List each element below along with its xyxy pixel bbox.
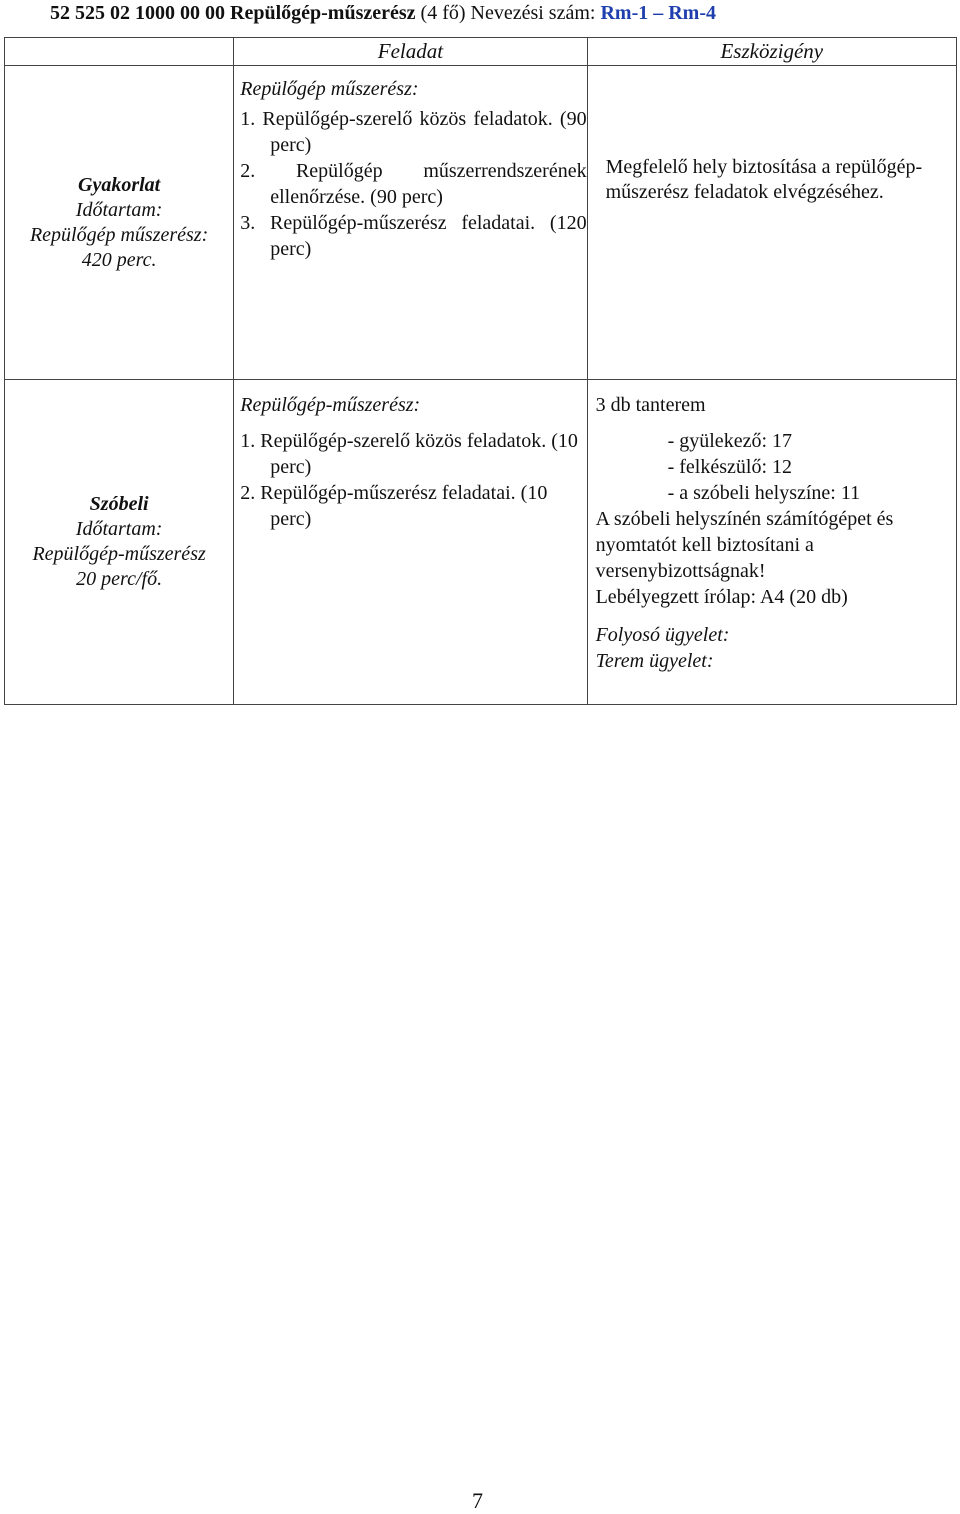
role-label: Repülőgép műszerész: [29, 223, 209, 246]
paper-note: Lebélyegzett írólap: A4 (20 db) [595, 586, 848, 608]
equipment-cell [587, 380, 956, 705]
list-item: 2. Repülőgép műszerrendszerének ellenőrzése. (90 perc) [240, 160, 587, 208]
list-item: 1. Repülőgép-szerelő közös feladatok. (90 perc) [240, 108, 587, 156]
task-title: Repülőgép-műszerész: [240, 394, 421, 416]
qualification-code: 52 525 02 1000 00 00 [50, 2, 225, 24]
task-cell [234, 66, 587, 380]
room-helyszin [596, 480, 948, 506]
room-number: 12 [772, 456, 792, 478]
exam-type-cell [5, 380, 234, 705]
list-item: 1. Repülőgép-szerelő közös feladatok. (10 perc) [240, 430, 578, 478]
rooms: 3 db tanterem [595, 394, 706, 416]
room-label: - felkészülő: [667, 456, 767, 478]
empty-header-cell [5, 38, 234, 66]
equipment-text: Megfelelő hely biztosítása a repülőgép-műszerész feladatok elvégzéséhez. [605, 155, 923, 203]
entry-number-values: Rm-1 – Rm-4 [600, 2, 716, 24]
task-column-header: Feladat [234, 38, 587, 66]
room-number: 11 [840, 482, 861, 504]
duration-label: Időtartam: [75, 198, 163, 221]
participant-count: (4 fő) [420, 2, 466, 24]
equipment-column-header: Eszközigény [587, 38, 956, 66]
task-list [240, 428, 586, 532]
task-title: Repülőgép műszerész: [240, 78, 419, 100]
entry-number-label: Nevezési szám: [470, 2, 596, 24]
role-label: Repülőgép-műszerész [32, 543, 206, 565]
list-item: 2. Repülőgép-műszerész feladatai. (10 perc) [240, 482, 548, 530]
task-cell [234, 380, 587, 705]
table-row [5, 380, 957, 705]
exam-table [4, 37, 957, 705]
equipment-cell [587, 66, 956, 380]
room-number: 17 [772, 430, 792, 452]
exam-type: Szóbeli [89, 493, 149, 515]
duration-label: Időtartam: [75, 518, 163, 540]
task-list [240, 106, 586, 262]
room-label: - gyülekező: [667, 430, 767, 452]
page-header [50, 0, 716, 26]
table-row [5, 66, 957, 380]
duration-value: 20 perc/fő. [76, 568, 163, 590]
equipment-note: A szóbeli helyszínén számítógépet és nyomtatót kell biztosítani a versenybizottságnak! [595, 508, 894, 582]
equipment-details [588, 380, 956, 674]
exam-type: Gyakorlat [78, 173, 161, 196]
exam-type-cell [5, 66, 234, 380]
duration-value: 420 perc. [81, 248, 157, 271]
room-duty-label: Terem ügyelet: [595, 650, 714, 672]
page-number: 7 [472, 1488, 483, 1513]
table-header-row [5, 38, 957, 66]
list-item: 3. Repülőgép-műszerész feladatai. (120 perc) [240, 212, 587, 260]
room-felkeszulo [596, 454, 948, 480]
room-gyulekezo [596, 428, 948, 454]
qualification-title: Repülőgép-műszerész [230, 2, 416, 24]
room-label: - a szóbeli helyszíne: [667, 482, 836, 504]
corridor-duty-label: Folyosó ügyelet: [595, 624, 730, 646]
